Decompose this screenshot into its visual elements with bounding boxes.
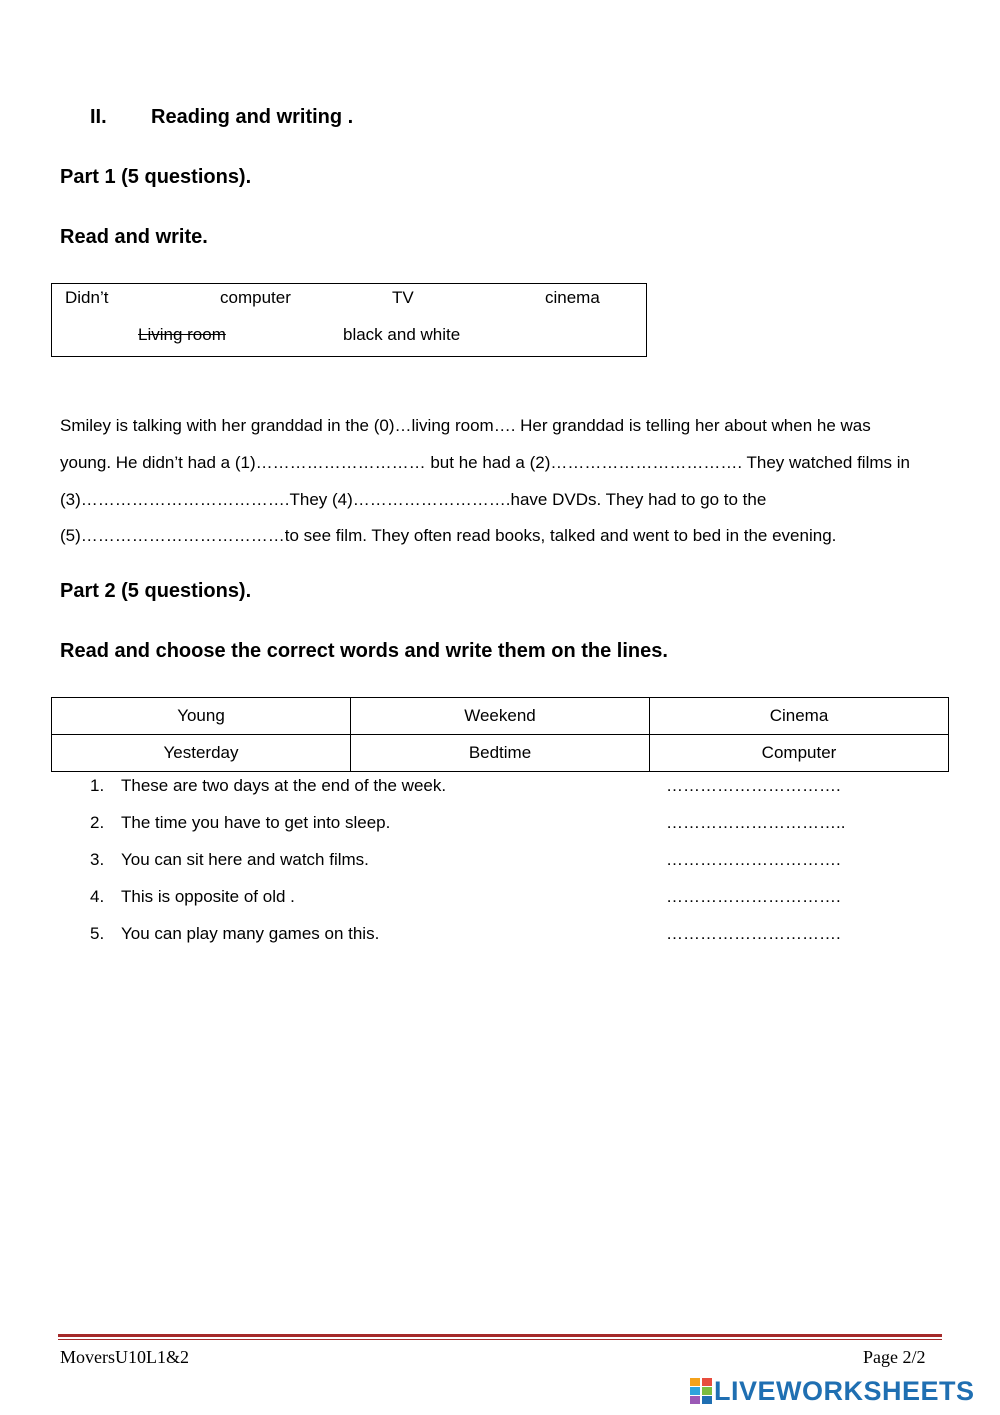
footer-rule: [58, 1339, 942, 1340]
answer-line[interactable]: ………………………….: [666, 887, 841, 906]
section-number: II.: [90, 106, 107, 128]
question-item: [90, 850, 841, 870]
part2-title: Part 2 (5 questions).: [60, 580, 252, 602]
brand-watermark: [690, 1374, 975, 1408]
table-cell: Weekend: [351, 698, 650, 735]
question-number: 5.: [90, 924, 105, 943]
part1-instruction: Read and write.: [60, 226, 208, 248]
question-item: [90, 887, 841, 907]
table-cell: Yesterday: [52, 735, 351, 772]
answer-line[interactable]: ………………………….: [666, 924, 841, 943]
table-row: [52, 735, 949, 772]
question-number: 4.: [90, 887, 105, 906]
question-number: 3.: [90, 850, 105, 869]
question-number: 1.: [90, 776, 105, 795]
section-title: Reading and writing .: [151, 106, 354, 128]
word-bank-word: black and white: [343, 325, 461, 344]
answer-line[interactable]: ………………………….: [666, 776, 841, 795]
answer-line[interactable]: …………………………..: [666, 813, 846, 832]
part2-instruction: Read and choose the correct words and write them on the lines.: [60, 640, 668, 662]
table-cell: Bedtime: [351, 735, 650, 772]
question-text: The time you have to get into sleep.: [121, 813, 391, 832]
table-cell: Young: [52, 698, 351, 735]
word-bank-word: computer: [220, 288, 291, 307]
word-bank-word: Didn’t: [65, 288, 109, 307]
passage-line: (3)……………………………….They (4)……………………….have DVDs. They had to go to the: [60, 490, 767, 509]
choice-table: [51, 697, 949, 772]
table-cell: Cinema: [650, 698, 949, 735]
liveworksheets-logo-icon: [690, 1378, 712, 1404]
table-cell: Computer: [650, 735, 949, 772]
question-item: [90, 776, 841, 796]
footer-code: MoversU10L1&2: [60, 1347, 189, 1367]
footer-rule: [58, 1334, 942, 1337]
part1-title: Part 1 (5 questions).: [60, 166, 252, 188]
passage-line: Smiley is talking with her granddad in the (0)…living room…. Her granddad is telling her about when he was: [60, 416, 871, 435]
question-item: [90, 813, 846, 833]
word-bank-box: [51, 283, 647, 357]
word-bank-word: cinema: [545, 288, 600, 307]
question-text: You can play many games on this.: [121, 924, 380, 943]
table-row: [52, 698, 949, 735]
question-item: [90, 924, 841, 944]
question-text: These are two days at the end of the week.: [121, 776, 447, 795]
word-bank-example-word: Living room: [138, 325, 226, 344]
word-bank-word: TV: [392, 288, 414, 307]
question-number: 2.: [90, 813, 105, 832]
answer-line[interactable]: ………………………….: [666, 850, 841, 869]
page-number: Page 2/2: [863, 1347, 926, 1367]
question-text: You can sit here and watch films.: [121, 850, 369, 869]
brand-text: LIVEWORKSHEETS: [714, 1375, 975, 1406]
passage-line: (5)………………………………to see film. They often read books, talked and went to bed in the evening.: [60, 526, 837, 545]
question-text: This is opposite of old .: [121, 887, 295, 906]
passage-line: young. He didn’t had a (1)………………………… but he had a (2)……………………………. They watched films in: [60, 453, 910, 472]
